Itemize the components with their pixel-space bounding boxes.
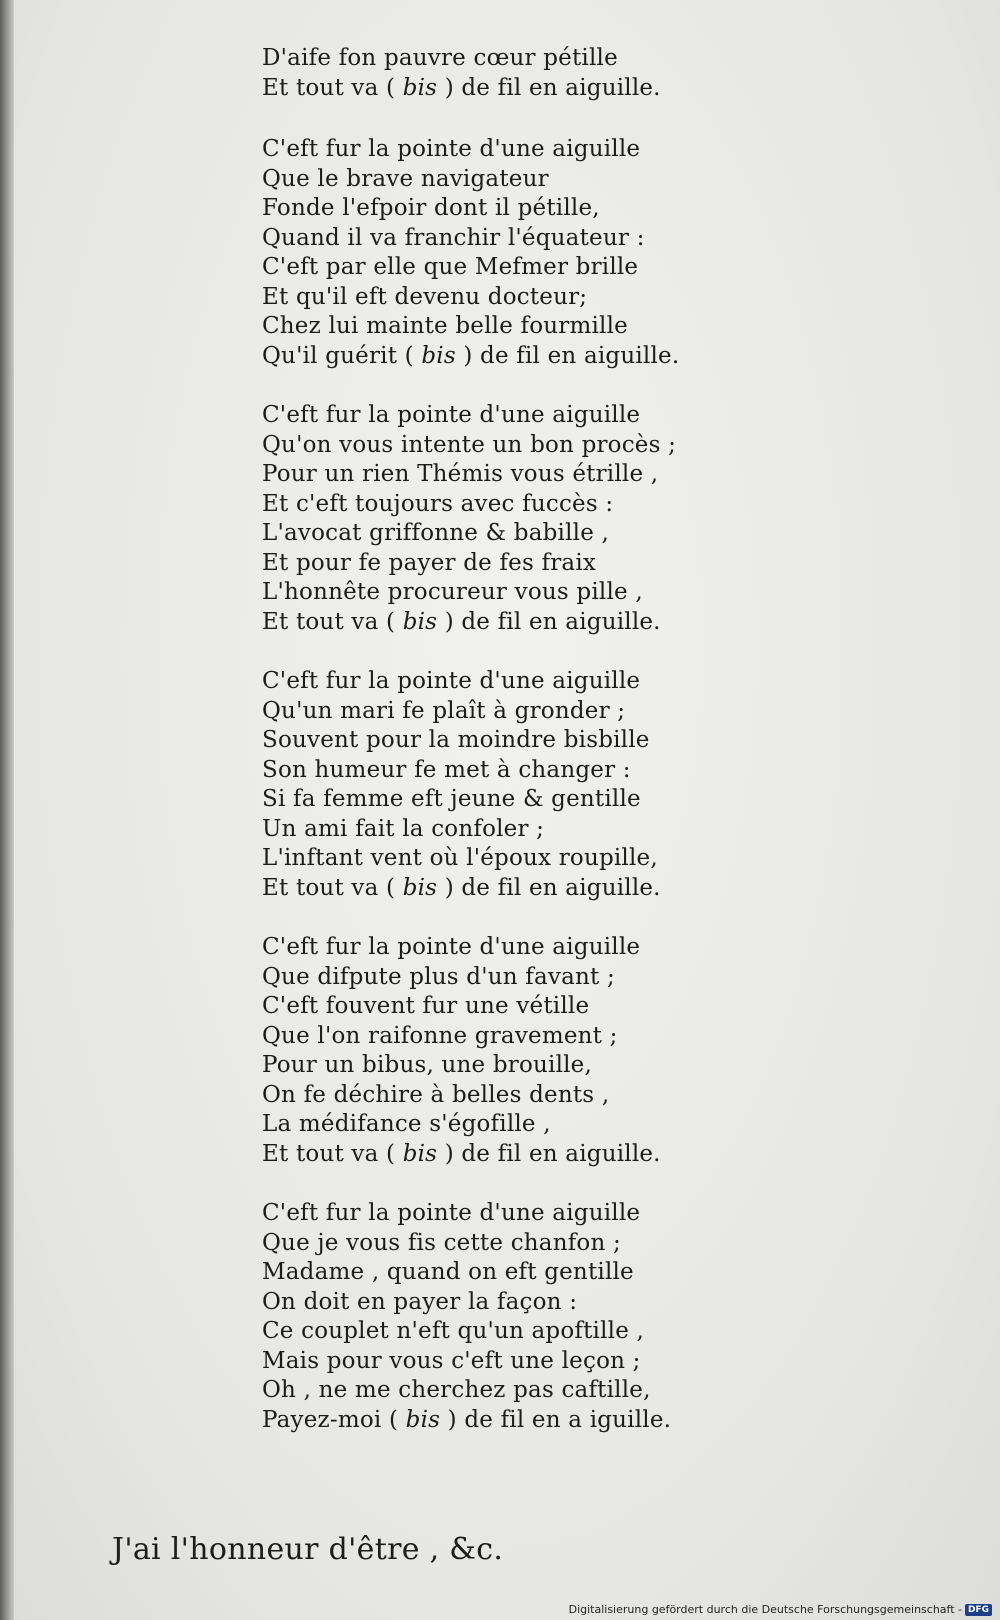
verse-line: Et c'eft toujours avec fuccès : <box>262 490 614 517</box>
digitization-credit <box>569 1603 992 1616</box>
verse-line: Que je vous fis cette chanfon ; <box>262 1229 621 1256</box>
verse-line: Fonde l'efpoir dont il pétille, <box>262 195 600 221</box>
verse-line: L'inftant vent où l'époux roupille, <box>262 845 658 871</box>
verse-line: Et qu'il eft devenu docteur; <box>262 283 588 310</box>
bis-refrain-marker: bis <box>402 74 438 101</box>
verse-line: Son humeur fe met à changer : <box>262 756 631 783</box>
verse-line: Un ami fait la confoler ; <box>262 815 545 842</box>
bis-refrain-marker: bis <box>402 608 438 635</box>
verse-line: Souvent pour la moindre bisbille <box>262 727 650 753</box>
verse-text: ) de fil en aiguille. <box>437 74 661 101</box>
verse-text: ) de fil en aiguille. <box>455 342 680 369</box>
verse-line: Oh , ne me cherchez pas caftille, <box>262 1377 651 1403</box>
credit-text: Digitalisierung gefördert durch die Deutsche Forschungsgemeinschaft - <box>568 1603 962 1616</box>
stanza <box>262 933 722 1169</box>
verse-text: Payez-moi ( <box>262 1406 406 1433</box>
verse-line: Si fa femme eft jeune & gentille <box>262 786 641 812</box>
verse-line: C'eft fur la pointe d'une aiguille <box>262 668 641 694</box>
verse-line <box>262 342 722 372</box>
verse-line: C'eft fur la pointe d'une aiguille <box>262 934 641 960</box>
verse-line: Que l'on raifonne gravement ; <box>262 1022 618 1049</box>
verse-text: Qu'il guérit ( <box>262 342 422 369</box>
verse-line <box>262 1406 722 1436</box>
verse-line: C'eft fur la pointe d'une aiguille <box>262 1200 641 1226</box>
stanza <box>262 667 722 903</box>
verse-text: Et tout va ( <box>262 608 403 635</box>
verse-line: Que le brave navigateur <box>262 165 549 192</box>
verse-line: C'eft par elle que Mefmer brille <box>262 254 639 280</box>
verse-line: On doit en payer la façon : <box>262 1288 578 1315</box>
verse-line <box>262 608 722 638</box>
verse-line: Quand il va franchir l'équateur : <box>262 224 645 251</box>
verse-line <box>262 1140 722 1170</box>
bis-refrain-marker: bis <box>405 1406 441 1433</box>
stanza <box>262 401 722 637</box>
stanza <box>262 1199 722 1435</box>
verse-line: C'eft fur la pointe d'une aiguille <box>262 402 641 428</box>
verse-line: Ce couplet n'eft qu'un apoftille , <box>262 1318 645 1344</box>
verse-text: ) de fil en aiguille. <box>437 874 661 901</box>
bis-refrain-marker: bis <box>402 1140 438 1167</box>
verse-line: C'eft fur la pointe d'une aiguille <box>262 136 641 162</box>
verse-text: Et tout va ( <box>262 74 403 101</box>
bis-refrain-marker: bis <box>402 874 438 901</box>
verse-line: D'aife fon pauvre cœur pétille <box>262 45 618 71</box>
verse-line: Que difpute plus d'un favant ; <box>262 963 615 990</box>
verse-line <box>262 874 722 904</box>
verse-line: Qu'un mari fe plaît à gronder ; <box>262 697 626 724</box>
verse-text: Et tout va ( <box>262 874 403 901</box>
closing-formula: J'ai l'honneur d'être , &c. <box>112 1532 504 1567</box>
binding-edge <box>0 0 14 1620</box>
verse-line <box>262 74 722 104</box>
verse-line: Pour un bibus, une brouille, <box>262 1052 593 1078</box>
stanza <box>262 44 722 103</box>
verse-text: ) de fil en a iguille. <box>440 1406 672 1433</box>
bis-refrain-marker: bis <box>421 342 456 369</box>
verse-line: La médifance s'égofille , <box>262 1111 551 1137</box>
verse-line: Mais pour vous c'eft une leçon ; <box>262 1347 641 1374</box>
verse-line: L'avocat griffonne & babille , <box>262 520 610 546</box>
verse-line: Et pour fe payer de fes fraix <box>262 549 597 576</box>
verse-line: L'honnête procureur vous pille , <box>262 579 643 605</box>
verse-text: ) de fil en aiguille. <box>437 608 661 635</box>
dfg-logo: DFG <box>965 1604 992 1616</box>
verse-line: Madame , quand on eft gentille <box>262 1259 634 1285</box>
verse-line: Pour un rien Thémis vous étrille , <box>262 461 659 487</box>
verse-text: ) de fil en aiguille. <box>437 1140 661 1167</box>
verse-line: Chez lui mainte belle fourmille <box>262 313 628 339</box>
verse-line: On fe déchire à belles dents , <box>262 1081 610 1108</box>
verse-text: Et tout va ( <box>262 1140 403 1167</box>
verse-line: C'eft fouvent fur une vétille <box>262 993 590 1019</box>
verse-line: Qu'on vous intente un bon procès ; <box>262 431 677 458</box>
stanza <box>262 135 722 371</box>
poem <box>262 44 722 1465</box>
